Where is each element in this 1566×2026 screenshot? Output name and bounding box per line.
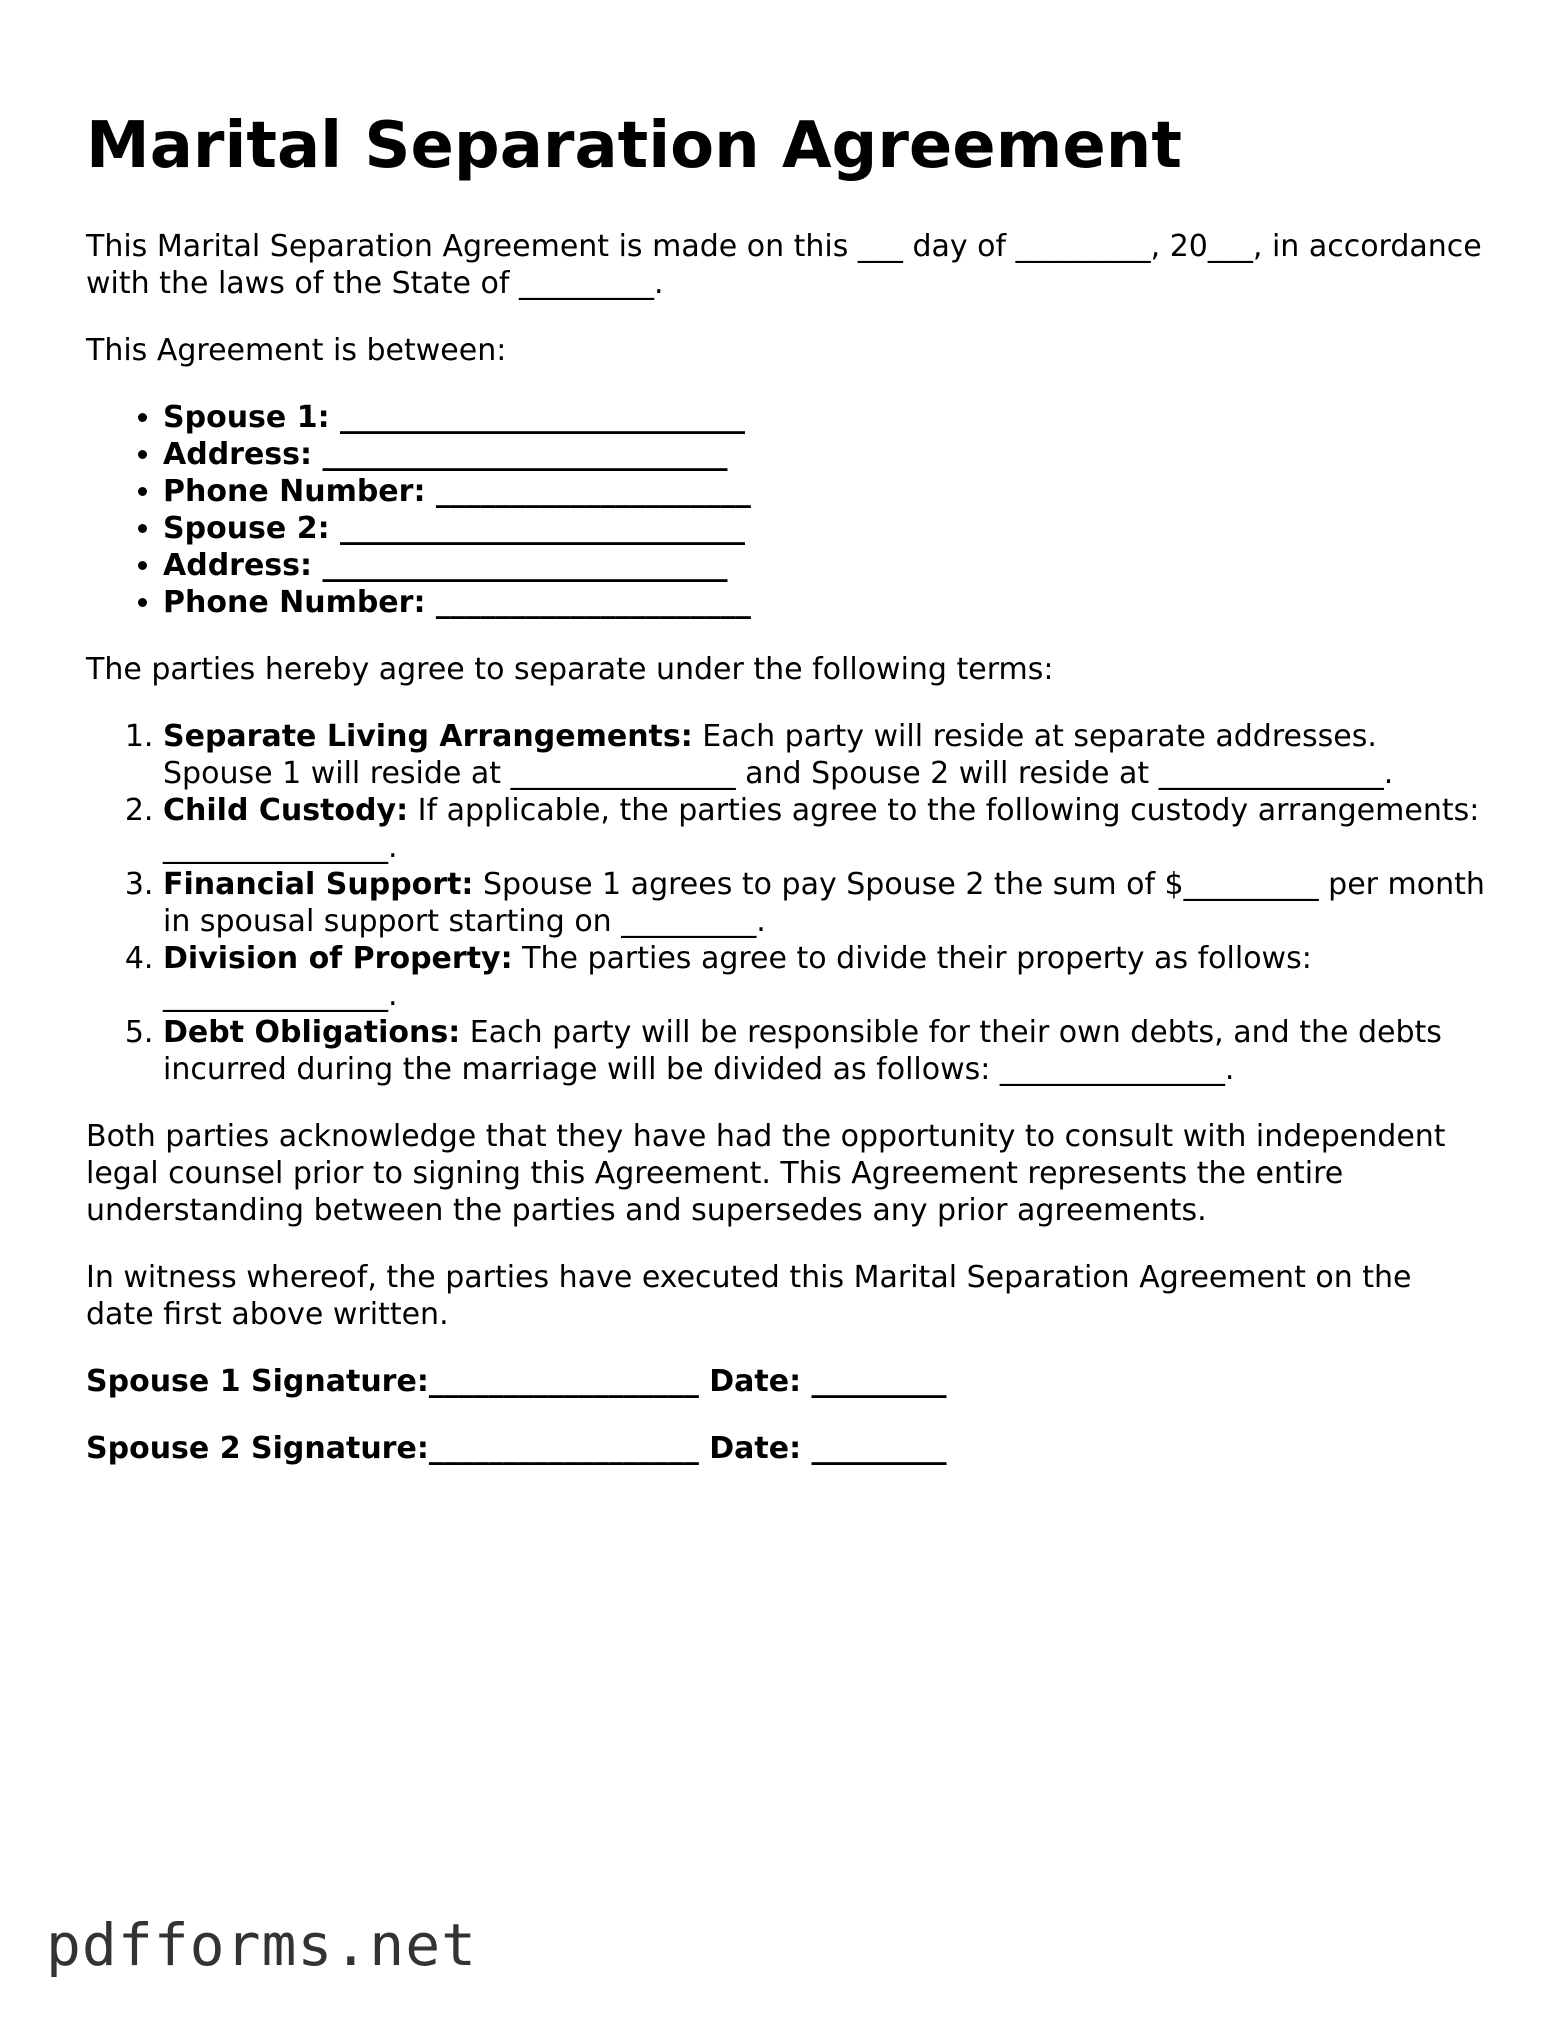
party-label: Spouse 1:	[163, 400, 330, 435]
party-blank[interactable]: _____________________	[435, 585, 751, 620]
intro-paragraph: This Marital Separation Agreement is made on this ___ day of _________, 20___, in accordance with the laws of the State of _________.	[86, 229, 1482, 301]
party-label: Spouse 2:	[163, 511, 330, 546]
spouse1-signature-line[interactable]: Spouse 1 Signature:__________________ Date: _________	[86, 1364, 947, 1399]
terms-intro: The parties hereby agree to separate under the following terms:	[86, 652, 1054, 687]
spouse2-signature-line[interactable]: Spouse 2 Signature:__________________ Date: _________	[86, 1431, 947, 1466]
term-item	[163, 940, 1486, 1014]
document-title: Marital Separation Agreement	[86, 109, 1182, 183]
party-blank[interactable]: ___________________________	[340, 511, 746, 546]
party-field-phone2	[163, 584, 1486, 621]
term-item	[163, 866, 1486, 940]
parties-list	[86, 399, 1486, 621]
term-item	[163, 1014, 1486, 1088]
term-heading: Financial Support:	[163, 867, 474, 902]
party-field-spouse2	[163, 510, 1486, 547]
witness-paragraph: In witness whereof, the parties have executed this Marital Separation Agreement on the date first above written.	[86, 1260, 1412, 1332]
party-field-spouse1	[163, 399, 1486, 436]
party-field-address2	[163, 547, 1486, 584]
document-page	[86, 106, 1486, 1497]
party-blank[interactable]: ___________________________	[322, 437, 728, 472]
term-heading: Child Custody:	[163, 793, 409, 828]
term-item	[163, 718, 1486, 792]
term-text: Each party will reside at separate addresses. Spouse 1 will reside at _______________ and Spouse 2 will reside at _______________.	[163, 719, 1394, 791]
term-heading: Division of Property:	[163, 941, 513, 976]
term-text: Each party will be responsible for their own debts, and the debts incurred during the marriage will be divided as follows: _______________.	[163, 1015, 1442, 1087]
term-item	[163, 792, 1486, 866]
party-label: Phone Number:	[163, 474, 426, 509]
party-label: Address:	[163, 548, 313, 583]
party-field-phone1	[163, 473, 1486, 510]
party-blank[interactable]: ___________________________	[340, 400, 746, 435]
term-heading: Separate Living Arrangements:	[163, 719, 693, 754]
watermark-logo: pdfforms.net	[46, 1911, 478, 1979]
term-heading: Debt Obligations:	[163, 1015, 461, 1050]
party-label: Address:	[163, 437, 313, 472]
party-blank[interactable]: ___________________________	[322, 548, 728, 583]
term-text: The parties agree to divide their property as follows: _______________.	[163, 941, 1312, 1013]
acknowledgement-paragraph: Both parties acknowledge that they have had the opportunity to consult with independent legal counsel prior to signing this Agreement. This Agreement represents the entire understanding between the parties and supersedes any prior agreements.	[86, 1119, 1446, 1228]
party-label: Phone Number:	[163, 585, 426, 620]
term-text: If applicable, the parties agree to the following custody arrangements: _______________.	[163, 793, 1480, 865]
terms-list	[86, 718, 1486, 1088]
between-label: This Agreement is between:	[86, 333, 507, 368]
term-text: Spouse 1 agrees to pay Spouse 2 the sum of $_________ per month in spousal support starting on _________.	[163, 867, 1485, 939]
party-field-address1	[163, 436, 1486, 473]
party-blank[interactable]: _____________________	[435, 474, 751, 509]
